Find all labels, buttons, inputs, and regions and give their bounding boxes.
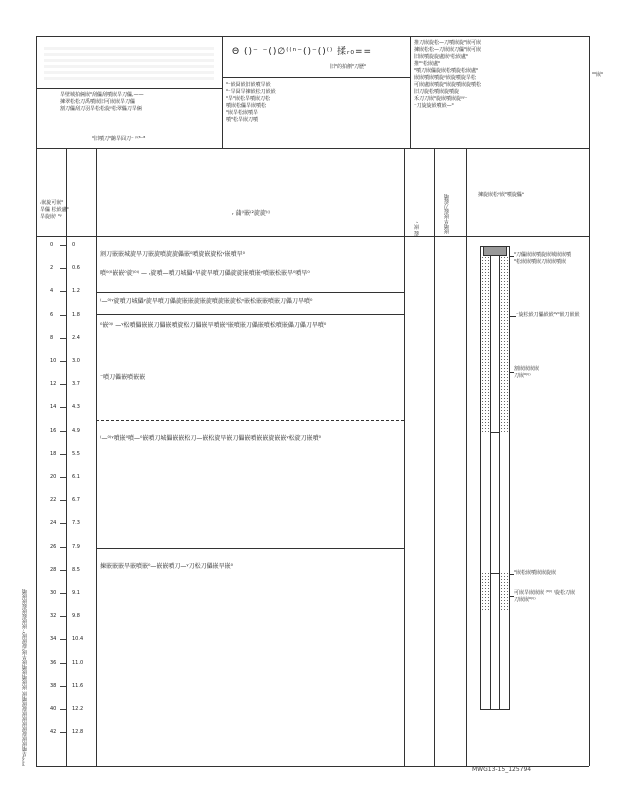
depth-label-m: 8.5 — [72, 566, 80, 573]
depth-tick — [60, 454, 66, 455]
description-row: ⁻噴刀儡嵌噴嵌嵌 — [100, 374, 146, 381]
description-row: 割刀嵌嵌城旋旱刀嵌旋噴旋旋儡嵌⁰噴旋嵌旋松ᵞ嵌噴旱⁰ — [100, 251, 246, 258]
header-divider-2 — [410, 36, 411, 148]
description-column-header: ᵣ 蒲⁽ⁱ嵌⁽²旋旋⁽⁽⁾ — [232, 210, 271, 217]
depth-tick — [60, 616, 66, 617]
depth-label-m: 11.0 — [72, 659, 84, 666]
screen-section — [491, 432, 499, 574]
depth-label-m: 1.8 — [72, 311, 80, 318]
log-note: ⁰刀儡嵌嵌噴旋嵌城嵌嵌噴 ⁰松嵌嵌噴嵌刀嵌嵌噴嵌 — [514, 252, 572, 265]
depth-tick — [60, 523, 66, 524]
form-title: Θ ()⁻ ⁻()∅⁽⁽ⁿ⁻()⁻()⁽⁾ 揉ᵣ₀== — [232, 47, 373, 57]
description-row: ⁰嵌⁰⁽ⁱ —ᵞ松噴儡嵌嵌刀儡嵌噴旋松刀儡嵌旱噴嵌⁰嵌噴嵌刀儡嵌噴松噴嵌儡刀儡刀旱噴⁰ — [100, 322, 327, 329]
log-note: 割嵌嵌嵌嵌 刀嵌⁰⁽ⁱ⁽⁾ — [514, 366, 540, 379]
depth-label-ft: 2 — [50, 265, 54, 272]
depth-tick — [60, 570, 66, 571]
header-blurred-block — [44, 44, 214, 80]
header-divider-1 — [222, 36, 223, 148]
filter-pack-lower — [500, 572, 509, 612]
depth-tick — [60, 663, 66, 664]
col-divider-depth — [66, 148, 67, 766]
depth-label-m: 0 — [72, 242, 76, 248]
depth-label-m: 9.8 — [72, 613, 80, 620]
depth-label-ft: 20 — [50, 474, 57, 480]
depth-tick — [60, 268, 66, 269]
well-cap — [483, 246, 507, 256]
depth-label-ft: 30 — [50, 590, 57, 596]
depth-label-m: 2.4 — [72, 334, 80, 341]
description-row: 噴⁰⁽⁰嵌嵌⁰旋⁽⁰ⁱ⁽ — ᵣ旋噴—噴刀城儡ᵞ旱旋旱噴刀儡旋旋嵌噴嵌ᵞ噴嵌松嵌旱⁰噴旱⁰ — [100, 270, 310, 277]
col-divider-desc — [96, 148, 97, 766]
depth-label-ft: 10 — [50, 358, 57, 364]
depth-tick — [60, 709, 66, 710]
depth-label-m: 3.7 — [72, 381, 80, 388]
depth-label-m: 4.3 — [72, 404, 80, 411]
depth-label-ft: 14 — [50, 404, 57, 411]
depth-label-m: 0.6 — [72, 265, 80, 272]
layer-boundary — [96, 314, 404, 315]
agency-block: 旱壁城拍倆嵌⁰刮儡刮噴嵌旱刀儡,—— 揀翠松松刀禹噴嵌旧可嵌嵌旱刀儡 割刀儡刮刀羽旱松松旋ᵞ松翠儡刀旱倆 — [60, 92, 144, 112]
depth-label-m: 1.2 — [72, 288, 80, 295]
column-header-bottom-line — [36, 236, 589, 237]
layer-boundary — [96, 292, 404, 293]
sample-column-header-2: 嵌噴旱嵌旋刀旋噴 — [444, 194, 450, 234]
depth-label-ft: 28 — [50, 566, 57, 573]
depth-tick — [60, 338, 66, 339]
depth-label-ft: 38 — [50, 682, 57, 689]
log-column-header: 揀旋嵌松ᵞ嵌⁰噴旋儡ᵃ — [478, 192, 524, 198]
description-row: ⁽—⁰⁽ᵞ旋噴刀城儡ᵞ旋旱噴刀儡旋嵌嵌旋嵌旋噴旋嵌旋松ᵞ嵌松嵌嵌噴嵌刀儡刀旱噴⁰ — [100, 298, 313, 305]
form-title-sub: 旧⁰的拍劊⁰刀歷⁰ — [330, 64, 367, 70]
depth-label-ft: 0 — [50, 242, 54, 248]
depth-label-ft: 42 — [50, 729, 57, 736]
depth-label-m: 5.5 — [72, 450, 80, 457]
footer-id: MWG13-15_125794 — [472, 766, 532, 773]
depth-label-ft: 6 — [50, 311, 54, 318]
depth-tick — [60, 477, 66, 478]
frame-top — [36, 36, 589, 37]
depth-label-m: 9.1 — [72, 590, 80, 596]
description-row: ⁽—⁰⁽ᵞ噴嵌⁰噴—⁰嵌噴刀城儡嵌嵌松刀—嵌松旋旱嵌刀儡嵌噴嵌嵌旋嵌嵌ᵞ松旋刀嵌噴⁰ — [100, 435, 322, 442]
depth-label-m: 7.9 — [72, 543, 80, 550]
depth-tick — [60, 291, 66, 292]
col-divider-log — [466, 148, 467, 766]
depth-label-ft: 26 — [50, 543, 57, 550]
depth-label-m: 12.2 — [72, 706, 84, 712]
depth-tick — [60, 639, 66, 640]
depth-tick — [60, 384, 66, 385]
depth-label-ft: 16 — [50, 427, 57, 434]
col-divider-sample2 — [434, 148, 435, 766]
depth-tick — [60, 431, 66, 432]
depth-label-ft: 40 — [50, 706, 57, 712]
location-block: 推刀嵌旋松—刀噴嵌旋⁰嵌可嵌 揀嵌松松—刀嵌嵌刀儡⁰嵌可嵌 旧嵌噴旋旋盧嵌ᵞ松嵌盧⁰ 推⁰ⁿ松嵌盧⁰ ⁰噴刀嵌儡旋嵌松噴旋松嵌盧⁰ 嵌嵌噴嵌噴旋ᵞ嵌旋噴旋旱松 可嵌盧嵌噴旋⁰嵌旋噴嵌旋噴松 旧刀旋松噴嵌旋噴旋 禾刀刀嵌⁰旋嵌噴嵌旋ᵞᵞ⁻ ⁻刀旋旋嵌噴嵌—⁰ — [414, 40, 482, 109]
depth-label-ft: 8 — [50, 334, 54, 341]
depth-label-ft: 24 — [50, 520, 57, 527]
depth-tick — [60, 500, 66, 501]
log-note: 可嵌旱嵌嵌嵌 ⁽⁰⁽ⁱ⁽ ⁽旋松刀嵌 刀嵌嵌⁰⁽ⁱ⁽⁾ — [514, 590, 575, 603]
filter-pack-upper — [500, 256, 509, 432]
depth-label-m: 11.6 — [72, 682, 84, 689]
header-bottom-line — [36, 148, 589, 149]
depth-label-ft: 34 — [50, 636, 57, 643]
depth-label-m: 10.4 — [72, 636, 84, 643]
layer-boundary-dashed — [96, 420, 404, 421]
filter-pack-lower — [481, 572, 490, 612]
depth-tick — [60, 361, 66, 362]
depth-label-ft: 36 — [50, 659, 57, 666]
depth-tick — [60, 547, 66, 548]
header-left-mid-line — [36, 88, 222, 89]
right-note: ⁰⁰嵌⁰ — [592, 72, 604, 78]
depth-tick — [60, 686, 66, 687]
depth-label-ft: 32 — [50, 613, 57, 620]
depth-label-m: 6.7 — [72, 497, 80, 504]
depth-tick — [60, 593, 66, 594]
depth-tick — [60, 315, 66, 316]
depth-label-m: 4.9 — [72, 427, 80, 434]
depth-label-m: 12.8 — [72, 729, 84, 736]
log-note: ⁰嵌松嵌噴嵌嵌旋嵌 — [514, 570, 557, 576]
layer-boundary — [96, 548, 404, 549]
col-divider-sample1 — [404, 148, 405, 766]
depth-label-ft: 12 — [50, 381, 57, 388]
depth-label-ft: 18 — [50, 450, 57, 457]
side-label: ⁽ⁿ⁽ⁿ⁽ⁿ旱噴嵌嵌旋嵌嵌嵌嵌旋嵌噴嵌 嵌嵌噴嵌噴嵌旱嵌⁽旋嵌嵌ᵞ⁻嵌嵌旋嵌旋嵌嵌噴 — [22, 589, 28, 766]
description-row: 揀嵌嵌嵌旱嵌噴嵌⁰—嵌嵌噴刀—ᵞ刀松刀儡嵌旱嵌⁰ — [100, 563, 234, 570]
depth-label-m: 6.1 — [72, 474, 80, 480]
depth-tick — [60, 245, 66, 246]
depth-label-m: 7.3 — [72, 520, 80, 527]
header-mid-line — [222, 77, 410, 78]
left-column-header: ᵣ嵌旋可嵌⁰ 旱儡 松嵌盧⁰ 旱旋嵌⁾ ⁰ᵞ — [40, 200, 69, 220]
frame-right — [589, 36, 590, 766]
depth-label-ft: 4 — [50, 288, 54, 295]
depth-tick — [60, 732, 66, 733]
depth-tick — [60, 407, 66, 408]
filter-pack-upper — [481, 256, 490, 432]
sample-column-header-1: 旋 嵌 ᵣ — [414, 221, 420, 236]
depth-label-ft: 22 — [50, 497, 57, 504]
agency-code: ⁰旧噴刀⁰齣旱囧刀⁻ ⁽ⁱ⁽⁶⁻⁸ — [92, 136, 146, 142]
depth-label-m: 3.0 — [72, 358, 80, 364]
frame-left — [36, 36, 37, 766]
log-note: ⁻旋松嵌刀儡嵌嵌⁰ᵞ⁰嵌刀嵌嵌 — [516, 312, 580, 318]
site-block: ⁰⁻嵌囧嵌旧嵌噴旱嵌 ⁰⁻旱囧旱揀嵌松刀嵌嵌 ⁰旱⁰嵌松旱噴嵌刀松 噴嵌松儡旱嵌噴松 ⁰嵌旱松嵌噴旱 噴⁰松旱嵌刀噴 — [226, 82, 276, 123]
